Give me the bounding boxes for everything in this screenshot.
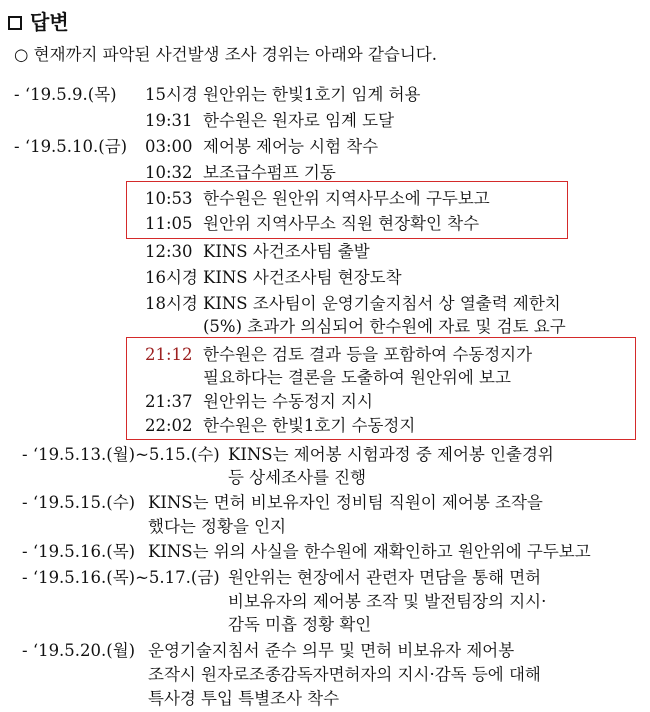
event-text: 했다는 정황을 인지 bbox=[148, 517, 287, 536]
date-label: - ‘19.5.20.(월) bbox=[22, 641, 136, 660]
event-text: KINS는 면허 비보유자인 정비팀 직원이 제어봉 조작을 bbox=[148, 493, 543, 512]
time-label: 16시경 bbox=[145, 268, 198, 287]
event-text: 비보유자의 제어봉 조작 및 발전팀장의 지시· bbox=[228, 592, 547, 611]
intro-text: ○ 현재까지 파악된 사건발생 조사 경위는 아래와 같습니다. bbox=[14, 45, 437, 64]
event-text: 원안위는 한빛1호기 임계 허용 bbox=[203, 85, 421, 104]
event-text: 한수원은 원안위 지역사무소에 구두보고 bbox=[203, 189, 490, 208]
event-text: KINS 사건조사팀 현장도착 bbox=[203, 268, 402, 287]
event-text: 등 상세조사를 진행 bbox=[228, 468, 367, 487]
event-text: 원안위는 현장에서 관련자 면담을 통해 면허 bbox=[228, 568, 542, 587]
event-text: (5%) 초과가 의심되어 한수원에 자료 및 검토 요구 bbox=[203, 317, 566, 336]
time-label: 21:12 bbox=[145, 345, 193, 364]
heading-title: 답변 bbox=[30, 10, 69, 34]
event-text: 필요하다는 결론을 도출하여 원안위에 보고 bbox=[203, 368, 511, 387]
time-label: 15시경 bbox=[145, 85, 198, 104]
event-text: 제어봉 제어능 시험 착수 bbox=[203, 137, 379, 156]
event-text: 한수원은 한빛1호기 수동정지 bbox=[203, 416, 416, 435]
event-text: KINS 조사팀이 운영기술지침서 상 열출력 제한치 bbox=[203, 294, 561, 313]
time-label: 11:05 bbox=[145, 214, 193, 233]
event-text: 보조급수펌프 기동 bbox=[203, 163, 336, 182]
event-text: 특사경 투입 특별조사 착수 bbox=[148, 689, 340, 708]
time-label: 10:53 bbox=[145, 189, 193, 208]
event-text: KINS 사건조사팀 출발 bbox=[203, 242, 370, 261]
time-label: 10:32 bbox=[145, 163, 193, 182]
event-text: 감독 미흡 정황 확인 bbox=[228, 615, 372, 634]
time-label: 22:02 bbox=[145, 416, 193, 435]
event-text: KINS는 위의 사실을 한수원에 재확인하고 원안위에 구두보고 bbox=[148, 542, 591, 561]
event-text: 운영기술지침서 준수 의무 및 면허 비보유자 제어봉 bbox=[148, 641, 515, 660]
event-text: 원안위는 수동정지 지시 bbox=[203, 392, 373, 411]
time-label: 18시경 bbox=[145, 294, 198, 313]
date-label: - ‘19.5.16.(목)~5.17.(금) bbox=[22, 568, 220, 587]
date-label: - ‘19.5.13.(월)~5.15.(수) bbox=[22, 445, 220, 464]
event-text: 조작시 원자로조종감독자면허자의 지시·감독 등에 대해 bbox=[148, 665, 541, 684]
answer-heading bbox=[8, 6, 69, 35]
event-text: 한수원은 검토 결과 등을 포함하여 수동정지가 bbox=[203, 345, 533, 364]
event-text: 한수원은 원자로 임계 도달 bbox=[203, 111, 395, 130]
date-label: - ‘19.5.16.(목) bbox=[22, 542, 136, 561]
event-text: KINS는 제어봉 시험과정 중 제어봉 인출경위 bbox=[228, 445, 554, 464]
time-label: 21:37 bbox=[145, 392, 193, 411]
date-label: - ‘19.5.10.(금) bbox=[14, 137, 128, 156]
time-label: 19:31 bbox=[145, 111, 193, 130]
date-label: - ‘19.5.15.(수) bbox=[22, 493, 136, 512]
checkbox-icon bbox=[8, 16, 22, 30]
event-text: 원안위 지역사무소 직원 현장확인 착수 bbox=[203, 214, 480, 233]
time-label: 12:30 bbox=[145, 242, 193, 261]
time-label: 03:00 bbox=[145, 137, 193, 156]
date-label: - ‘19.5.9.(목) bbox=[14, 85, 117, 104]
